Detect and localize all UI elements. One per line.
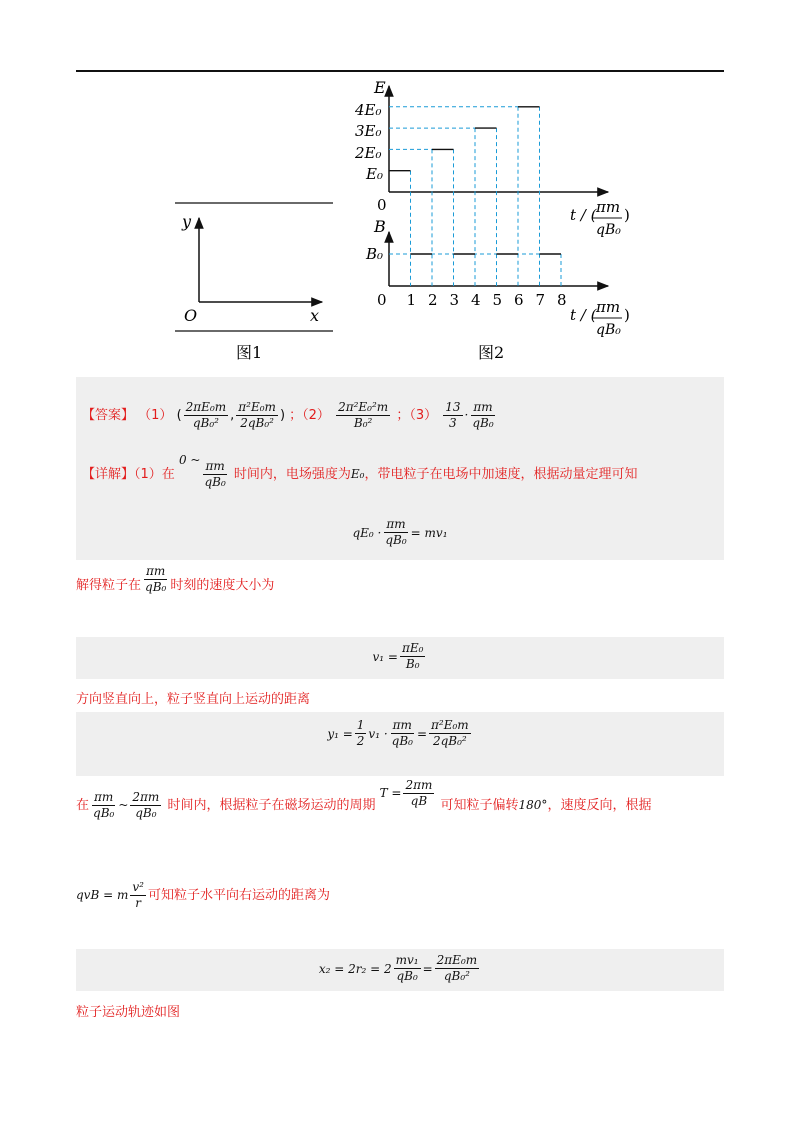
e-t-label: t / (: [570, 206, 597, 224]
e-t-num: πm: [596, 198, 621, 216]
answer-part3-label: ；（3）: [396, 408, 438, 423]
t-tick-4: 4: [471, 291, 481, 309]
e-field-graph: [389, 86, 608, 192]
b-axis-label: B: [374, 217, 386, 236]
e-origin-zero: 0: [377, 196, 387, 214]
t-tick-7: 7: [535, 291, 546, 309]
b-t-label: t / (: [570, 306, 597, 324]
e-axis-label: E: [374, 78, 386, 97]
answer-part1-label: （1）: [138, 408, 173, 423]
detail-tag: 【详解】: [82, 467, 135, 482]
tick-4e0: 4E₀: [355, 101, 382, 119]
t-tick-8: 8: [557, 291, 567, 309]
para-lorentz: qvB = m $\frac{\text{v²}}{r}$ 可知粒子水平向右运动的距离为: [76, 880, 330, 910]
detail-line: 【详解】（1）在 0 ~ $\frac{\pi m}{\text{qB₀}}$ 时间内，电场强度为E₀，带电粒子在电场中加速度，根据动量定理可知: [82, 453, 638, 489]
t-tick-1: 1: [406, 291, 417, 309]
t-tick-6: 6: [514, 291, 524, 309]
t-tick-2: 2: [428, 291, 438, 309]
b-field-graph: [389, 232, 608, 286]
b-t-den: qB₀: [596, 322, 621, 338]
b-origin-zero: 0: [377, 291, 387, 309]
figure-2: [0, 0, 800, 370]
t-tick-5: 5: [492, 291, 503, 309]
para-direction: 方向竖直向上，粒子竖直向上运动的距离: [76, 692, 311, 707]
answer-part2-value: $\frac{\text{2π²E₀²m}}{\text{B₀²}}$: [338, 400, 389, 430]
e-t-den: qB₀: [596, 222, 621, 238]
e-t-close: ): [624, 206, 630, 224]
fig1-caption: 图1: [236, 343, 263, 362]
answer-part2-label: ；（2）: [289, 408, 330, 423]
equation-x2-box: x₂ = 2r₂ = 2 $\frac{\text{mv₁}}{\text{qB₀}}$ = $\frac{\text{2πE₀m}}{\text{qB₀²}}$: [76, 949, 724, 991]
para-magnetic: 在 $\frac{\pi m}{\text{qB₀}}$ ~ $\frac{2\pi m}{\text{qB₀}}$ 时间内，根据粒子在磁场运动的周期 T = $\frac{2\pi m}{qB}$ 可知粒子偏转180°，速度反向，根据: [76, 778, 652, 820]
equation-momentum: qE₀ · $\frac{\pi m}{\text{qB₀}}$ = mv₁: [352, 517, 448, 547]
fig1-x-label: x: [310, 306, 320, 325]
para-trajectory: 粒子运动轨迹如图: [76, 1005, 181, 1020]
answer-detail-box: [76, 377, 724, 560]
fig1-origin-label: O: [184, 306, 198, 325]
fig1-y-label: y: [182, 212, 192, 231]
equation-v1-box: v₁ = $\frac{\text{πE₀}}{\text{B₀}}$: [76, 637, 724, 679]
tick-2e0: 2E₀: [355, 144, 382, 162]
t-tick-labels: [407, 291, 567, 309]
para-velocity: 解得粒子在 $\frac{\pi m}{\text{qB₀}}$ 时刻的速度大小为: [76, 564, 275, 594]
tick-e0: E₀: [366, 165, 383, 183]
answer-line: 【答案】 （1） ( $\frac{\text{2πE₀m}}{\text{qB₀²}}$ , $\frac{\text{π²E₀m}}{\text{2qB₀²}}$ ) ；（2） $\frac{\text{2π²E₀²m}}{\text{B₀²}}$ ；（3） $\frac{13}{3}$ · $\frac{\pi m}{\text{qB₀}}$: [82, 400, 494, 430]
b-t-num: πm: [596, 298, 621, 316]
tick-b0: B₀: [366, 245, 384, 263]
tick-3e0: 3E₀: [355, 122, 382, 140]
b-t-close: ): [624, 306, 630, 324]
answer-tag: 【答案】: [82, 408, 135, 423]
t-tick-3: 3: [449, 291, 460, 309]
equation-y1-box: y₁ = $\frac{1}{2}$ v₁ · $\frac{\pi m}{\text{qB₀}}$ = $\frac{\text{π²E₀m}}{\text{2qB₀²}}$: [76, 712, 724, 776]
dashed-guides: [389, 107, 561, 286]
fig2-caption: 图2: [478, 343, 505, 362]
